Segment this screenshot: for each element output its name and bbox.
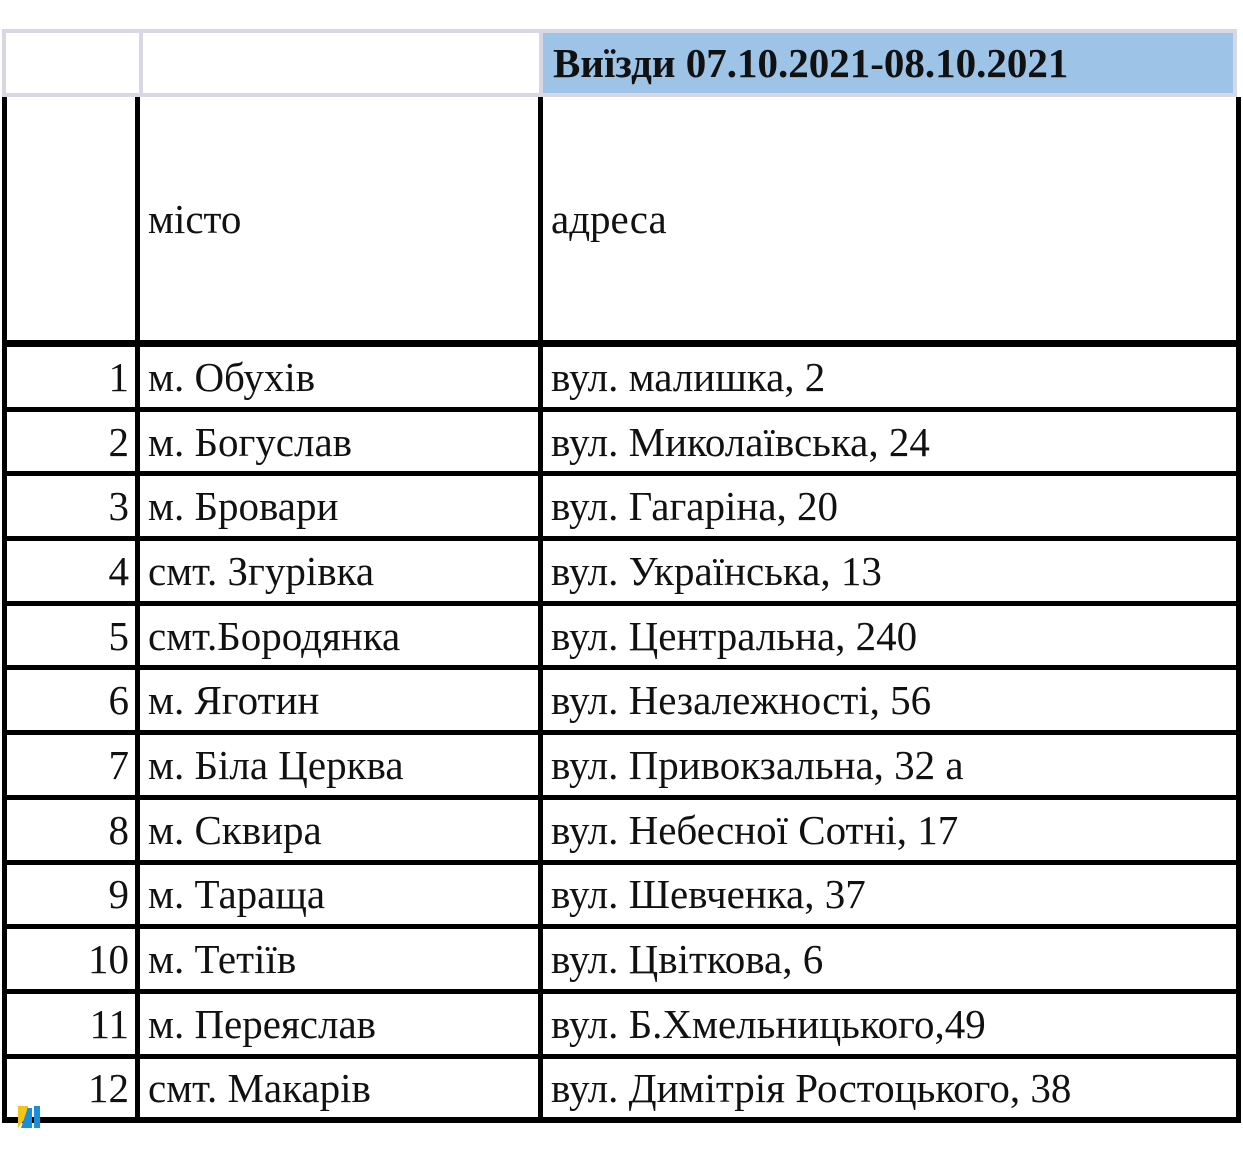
table-row <box>2 476 1241 541</box>
row-number: 7 <box>7 735 140 795</box>
address-cell: вул. Б.Хмельницького,49 <box>551 1000 986 1047</box>
row-number: 11 <box>7 994 140 1054</box>
city-cell: смт. Згурівка <box>140 541 543 601</box>
table-row <box>2 670 1241 735</box>
city-cell: м. Богуслав <box>140 412 543 472</box>
row-number: 1 <box>7 347 140 407</box>
title-blank-cell-num <box>2 29 143 97</box>
city-cell: м. Тетіїв <box>140 929 543 989</box>
table-row <box>2 800 1241 865</box>
row-number: 12 <box>7 1059 140 1118</box>
city-cell: м. Переяслав <box>140 994 543 1054</box>
table-row <box>2 994 1241 1059</box>
row-number: 8 <box>7 800 140 860</box>
visits-table <box>2 97 1241 1123</box>
column-header-city: місто <box>140 97 543 340</box>
address-cell: вул. Українська, 13 <box>551 547 882 594</box>
address-cell: вул. Привокзальна, 32 а <box>551 741 964 788</box>
address-cell: вул. Миколаївська, 24 <box>551 418 930 465</box>
city-cell: м. Обухів <box>140 347 543 407</box>
row-number: 3 <box>7 476 140 536</box>
column-header-num <box>7 97 140 340</box>
city-cell: м. Тараща <box>140 865 543 925</box>
row-number: 10 <box>7 929 140 989</box>
row-number: 4 <box>7 541 140 601</box>
watermark <box>18 1104 48 1130</box>
address-cell: вул. Незалежності, 56 <box>551 677 932 724</box>
column-header-address: адреса <box>551 195 667 242</box>
table-row <box>2 1059 1241 1124</box>
title-row <box>2 29 1241 97</box>
table-row <box>2 929 1241 994</box>
city-cell: м. Біла Церква <box>140 735 543 795</box>
city-cell: смт.Бородянка <box>140 606 543 666</box>
table-row <box>2 735 1241 800</box>
address-cell: вул. Цвіткова, 6 <box>551 936 824 983</box>
city-cell: м. Сквира <box>140 800 543 860</box>
table-row <box>2 412 1241 477</box>
table-row <box>2 606 1241 671</box>
row-number: 2 <box>7 412 140 472</box>
table-row <box>2 865 1241 930</box>
city-cell: смт. Макарів <box>140 1059 543 1118</box>
table-row <box>2 347 1241 412</box>
table-row <box>2 541 1241 606</box>
row-number: 9 <box>7 865 140 925</box>
logo-icon <box>18 1106 40 1128</box>
table-header-row <box>2 97 1241 347</box>
row-number: 6 <box>7 670 140 730</box>
address-cell: вул. малишка, 2 <box>551 353 826 400</box>
address-cell: вул. Шевченка, 37 <box>551 871 866 918</box>
table-title: Виїзди 07.10.2021-08.10.2021 <box>539 29 1237 97</box>
row-number: 5 <box>7 606 140 666</box>
title-blank-cell-city <box>139 29 543 97</box>
city-cell: м. Яготин <box>140 670 543 730</box>
address-cell: вул. Небесної Сотні, 17 <box>551 806 959 853</box>
address-cell: вул. Центральна, 240 <box>551 612 918 659</box>
address-cell: вул. Димітрія Ростоцького, 38 <box>551 1064 1072 1111</box>
address-cell: вул. Гагаріна, 20 <box>551 483 839 530</box>
city-cell: м. Бровари <box>140 476 543 536</box>
